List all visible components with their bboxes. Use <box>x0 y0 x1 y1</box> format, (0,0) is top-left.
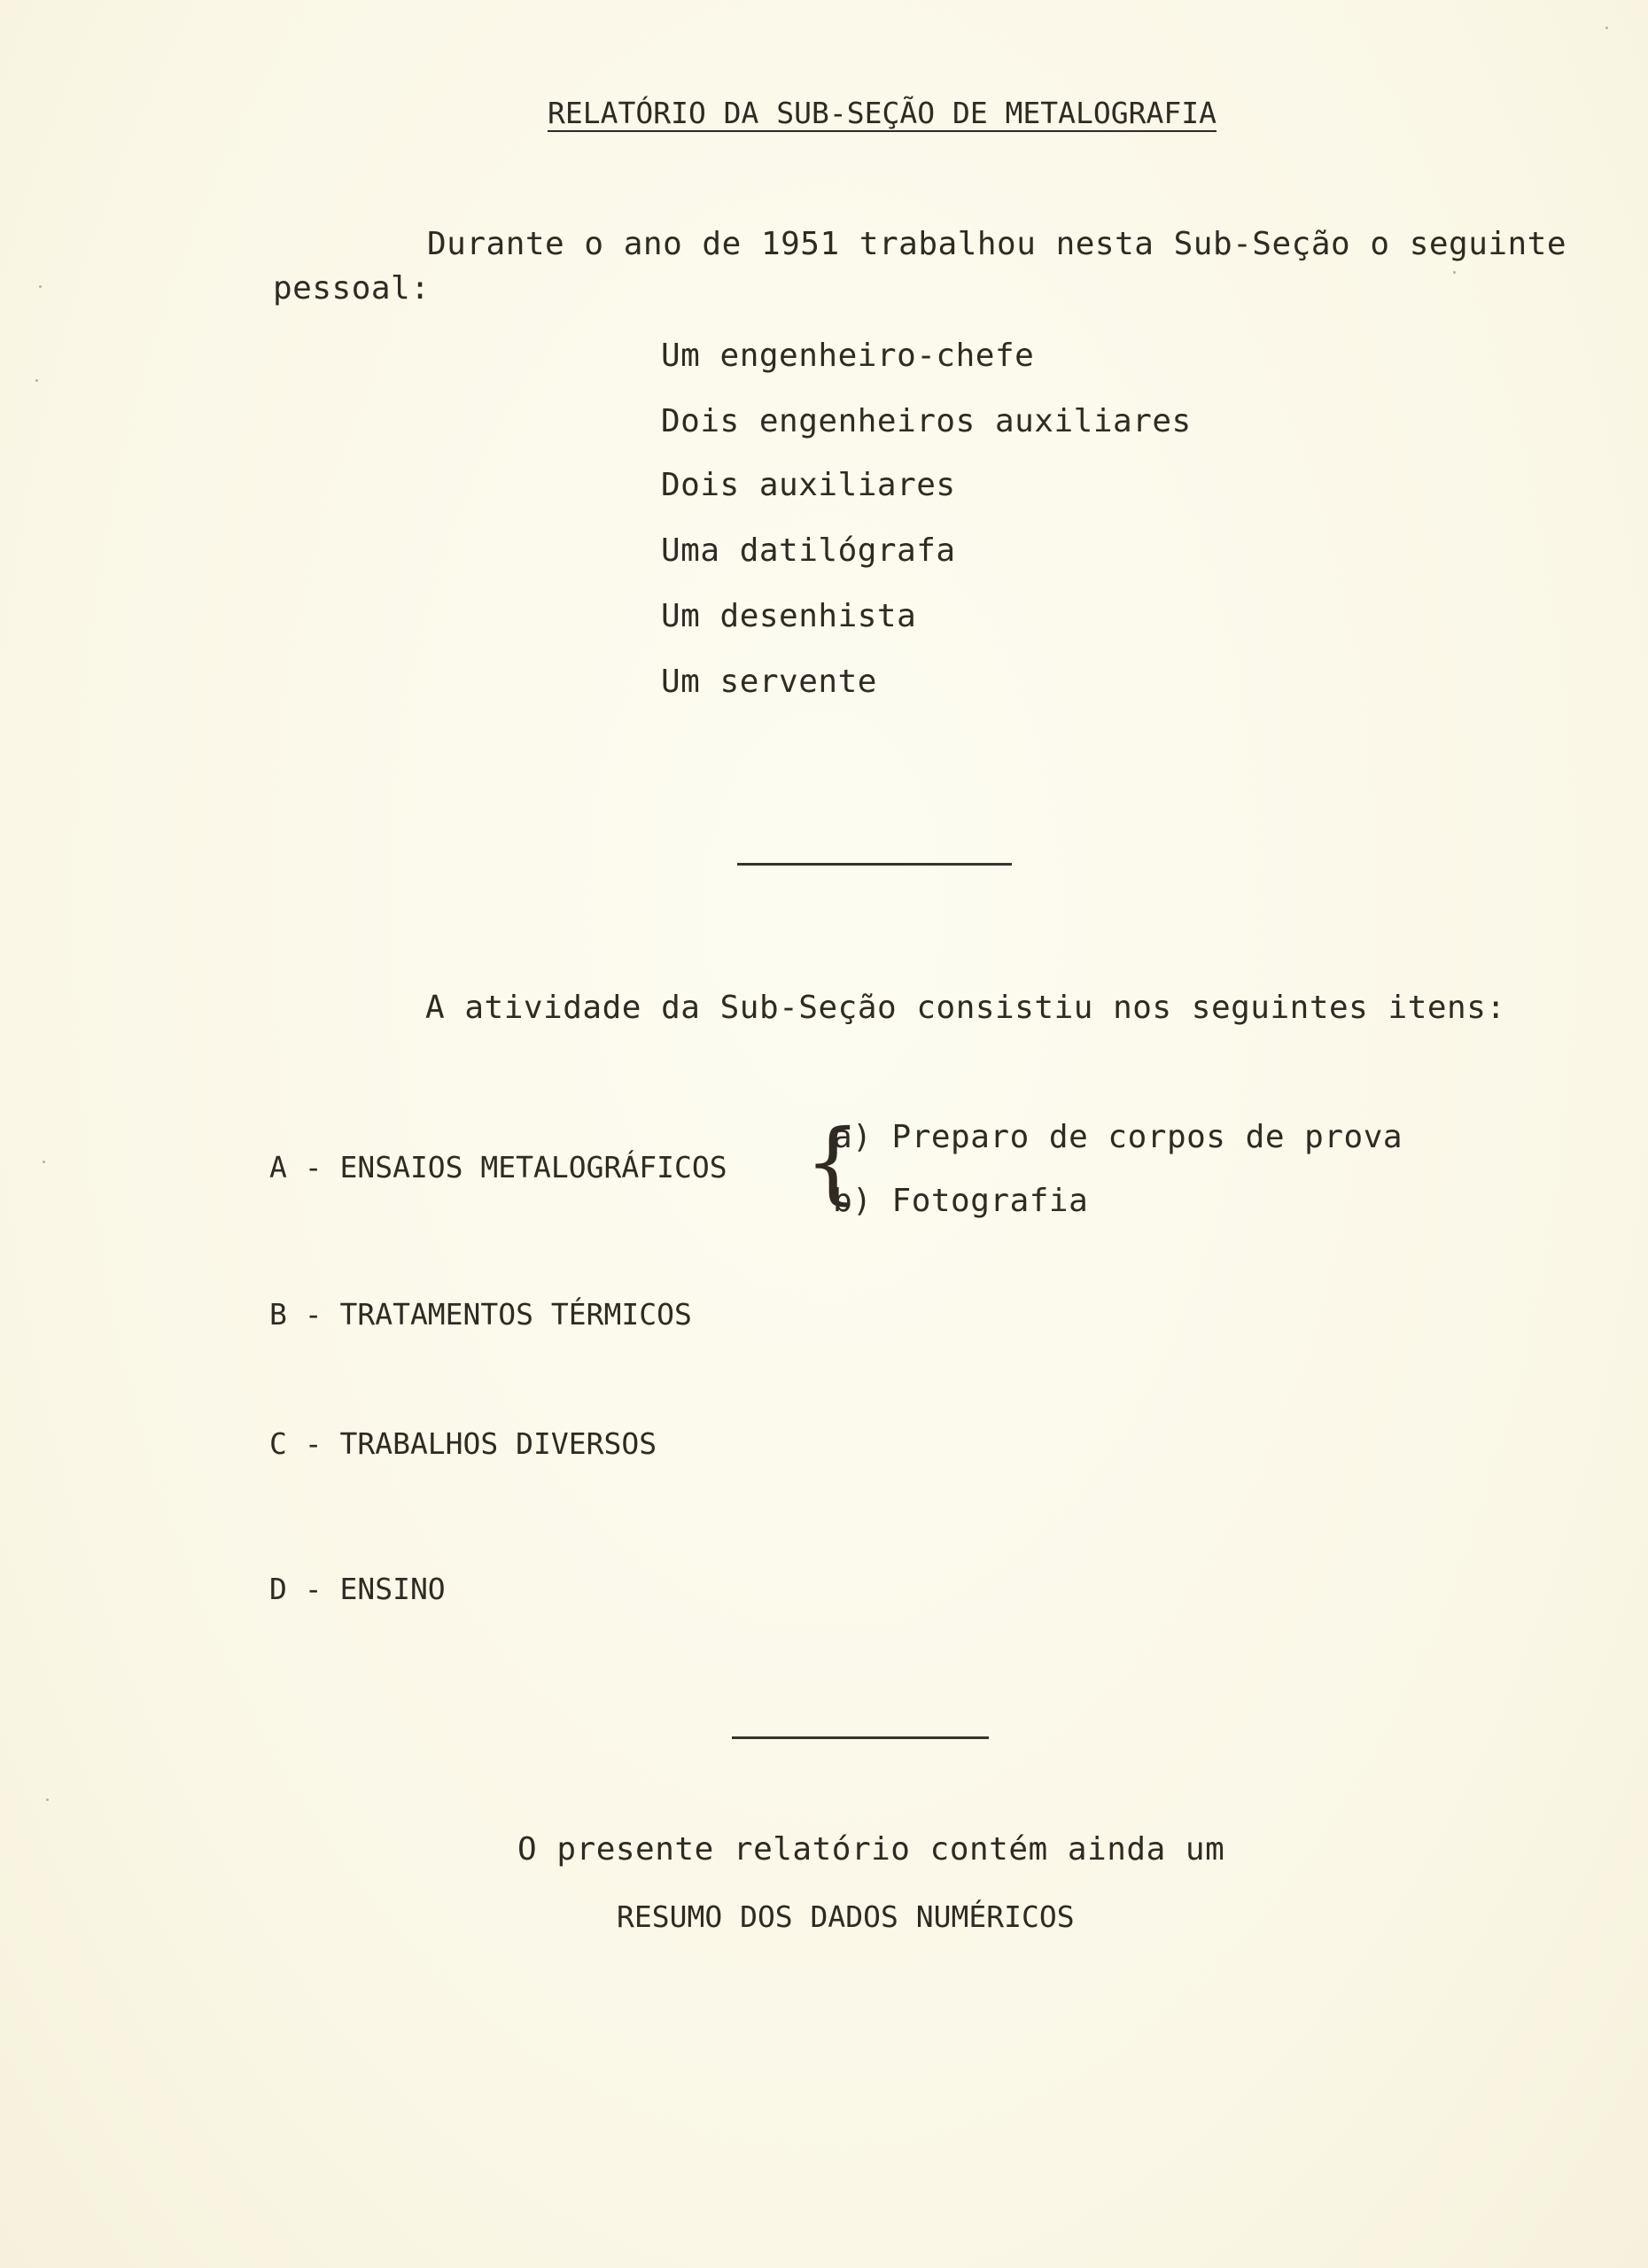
paper-speck <box>1605 27 1608 29</box>
item-b-label: B - TRATAMENTOS TÉRMICOS <box>269 1297 692 1332</box>
section-divider <box>737 863 1012 866</box>
item-a-sub-a: a) Preparo de corpos de prova <box>833 1119 1403 1155</box>
staff-item: Uma datilógrafa <box>661 532 956 569</box>
item-a-label: A - ENSAIOS METALOGRÁFICOS <box>269 1150 727 1184</box>
intro-line-1: Durante o ano de 1951 trabalhou nesta Sub-Seção o seguinte <box>427 226 1567 262</box>
paper-speck <box>35 379 38 382</box>
staff-item: Um engenheiro-chefe <box>661 338 1035 374</box>
closing-line-2: RESUMO DOS DADOS NUMÉRICOS <box>617 1899 1075 1934</box>
paper-speck <box>43 1161 45 1163</box>
paper-speck <box>1453 271 1456 274</box>
paper-speck <box>46 1798 49 1801</box>
item-c-label: C - TRABALHOS DIVERSOS <box>269 1426 657 1461</box>
brace-icon: { <box>805 1110 861 1214</box>
intro-line-2: pessoal: <box>273 270 431 307</box>
staff-item: Um desenhista <box>661 598 917 634</box>
staff-item: Dois auxiliares <box>661 467 956 503</box>
item-a-sub-b: b) Fotografia <box>833 1183 1089 1219</box>
item-d-label: D - ENSINO <box>269 1572 446 1606</box>
staff-item: Um servente <box>661 664 877 700</box>
section-divider <box>732 1736 989 1739</box>
closing-line-1: O presente relatório contém ainda um <box>517 1831 1225 1868</box>
paper-speck <box>39 285 42 288</box>
activity-intro: A atividade da Sub-Seção consistiu nos seguintes itens: <box>425 990 1506 1026</box>
staff-item: Dois engenheiros auxiliares <box>661 403 1192 439</box>
document-title: RELATÓRIO DA SUB-SEÇÃO DE METALOGRAFIA <box>548 96 1217 130</box>
